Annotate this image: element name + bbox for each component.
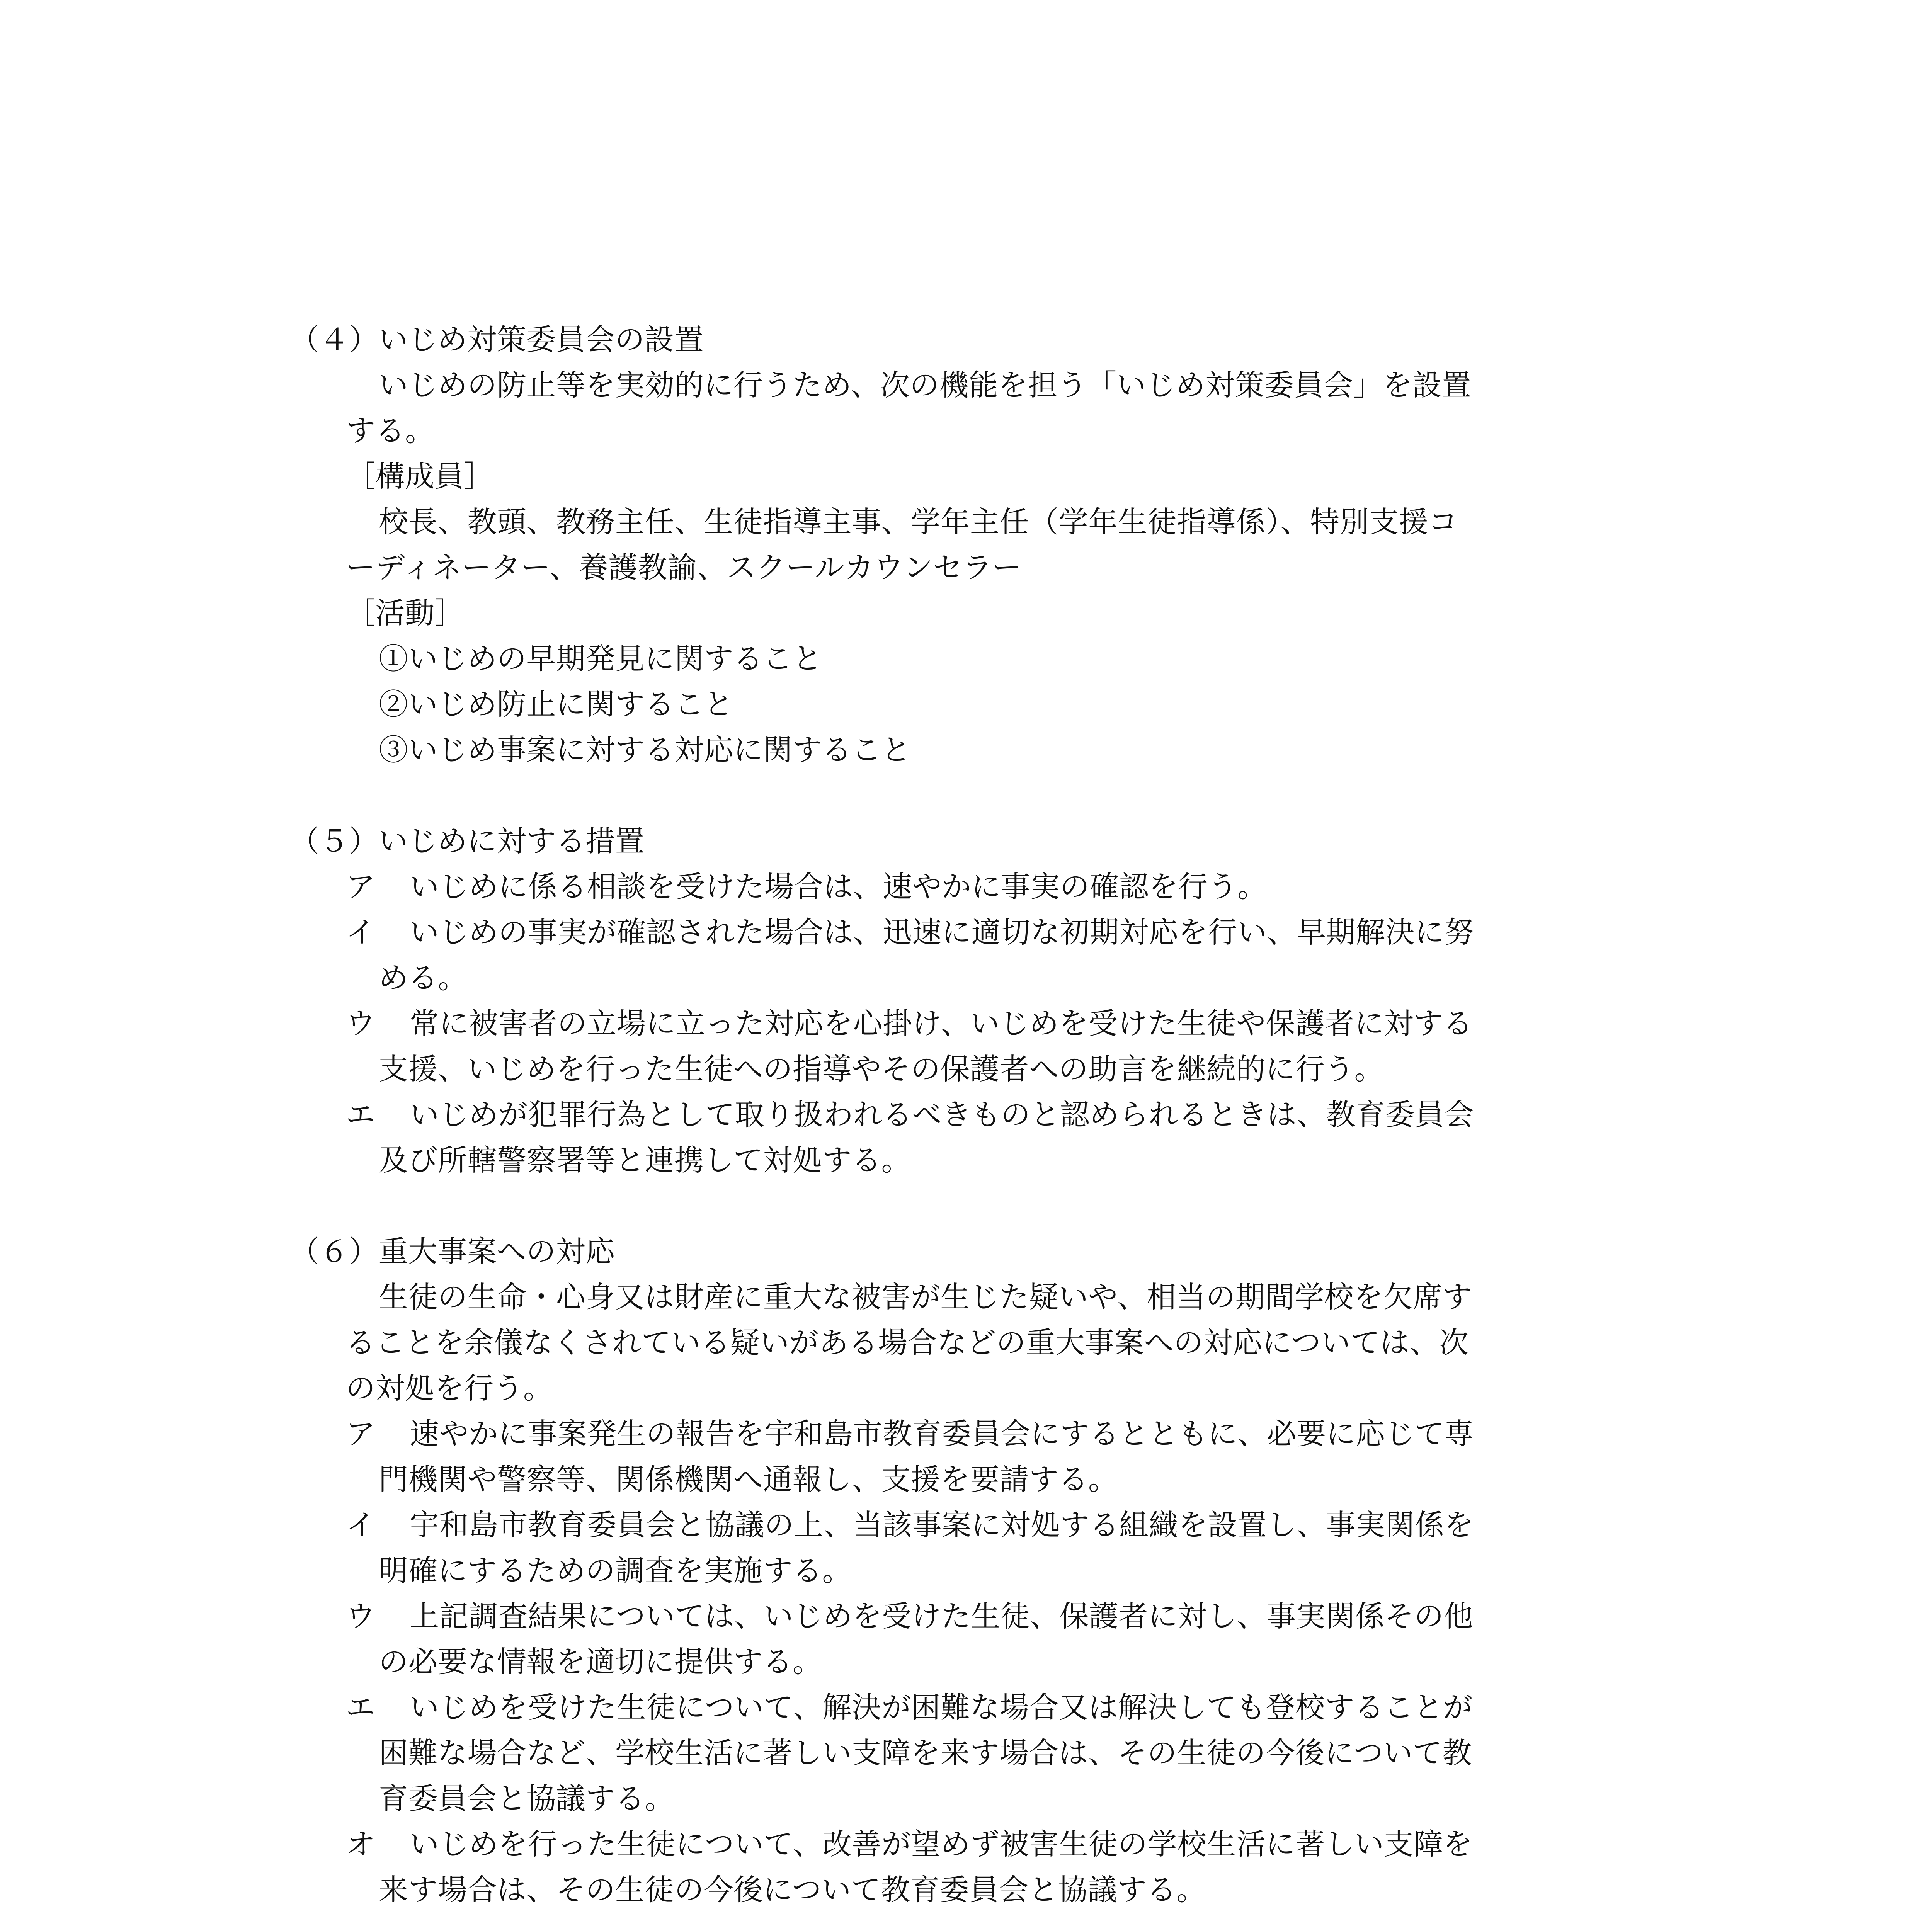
- activity-item: ①いじめの早期発見に関すること: [379, 641, 822, 676]
- item-label: ア: [346, 869, 376, 904]
- section-4-intro-line: いじめの防止等を実効的に行うため、次の機能を担う「いじめ対策委員会」を設置: [379, 368, 1472, 402]
- section-4-heading: （４）いじめ対策委員会の設置: [290, 322, 704, 357]
- item-continuation: 門機関や警察等、関係機関へ通報し、支援を要請する。: [379, 1462, 1118, 1497]
- item-text: 上記調査結果については、いじめを受けた生徒、保護者に対し、事実関係その他: [410, 1599, 1474, 1633]
- section-6-intro-line: 生徒の生命・心身又は財産に重大な被害が生じた疑いや、相当の期間学校を欠席す: [379, 1280, 1472, 1314]
- response-item: [290, 1594, 1658, 1639]
- item-continuation: 困難な場合など、学校生活に著しい支障を来す場合は、その生徒の今後について教: [379, 1736, 1472, 1770]
- section-spacer: [290, 773, 1658, 818]
- response-item: [290, 1502, 1658, 1548]
- item-text: 速やかに事案発生の報告を宇和島市教育委員会にするとともに、必要に応じて専: [410, 1417, 1474, 1451]
- members-label: ［構成員］: [346, 459, 494, 493]
- document-body: [290, 317, 1658, 1932]
- item-text: いじめを受けた生徒について、解決が困難な場合又は解決しても登校することが: [410, 1690, 1473, 1725]
- activity-item: ②いじめ防止に関すること: [379, 687, 733, 721]
- item-text: 常に被害者の立場に立った対応を心掛け、いじめを受けた生徒や保護者に対する: [410, 1006, 1473, 1041]
- measure-item: [290, 1001, 1658, 1046]
- item-text: 宇和島市教育委員会と協議の上、当該事案に対処する組織を設置し、事実関係を: [410, 1508, 1474, 1542]
- item-label: オ: [346, 1827, 376, 1861]
- section-6-intro-line: ることを余儀なくされている疑いがある場合などの重大事案への対応については、次: [346, 1325, 1469, 1360]
- item-label: エ: [346, 1097, 376, 1132]
- item-label: ウ: [346, 1599, 376, 1633]
- members-line: ーディネーター、養護教諭、スクールカウンセラー: [346, 550, 1022, 585]
- item-continuation: の必要な情報を適切に提供する。: [379, 1645, 822, 1679]
- item-text: いじめを行った生徒について、改善が望めず被害生徒の学校生活に著しい支障を: [410, 1827, 1473, 1861]
- measure-item: [290, 1092, 1658, 1138]
- activity-item: ③いじめ事案に対する対応に関すること: [379, 733, 911, 767]
- item-continuation: 及び所轄警察署等と連携して対処する。: [379, 1143, 911, 1177]
- response-item: [290, 1411, 1658, 1457]
- section-spacer: [290, 1913, 1658, 1932]
- section-5-heading: （５）いじめに対する措置: [290, 824, 645, 858]
- response-item: [290, 1685, 1658, 1730]
- section-6-heading: （６）重大事案への対応: [290, 1234, 615, 1269]
- section-6-intro-line: の対処を行う。: [346, 1371, 553, 1405]
- item-continuation: 明確にするための調査を実施する。: [379, 1553, 852, 1588]
- measure-item: [290, 864, 1658, 910]
- item-continuation: 支援、いじめを行った生徒への指導やその保護者への助言を継続的に行う。: [379, 1052, 1384, 1086]
- item-text: いじめの事実が確認された場合は、迅速に適切な初期対応を行い、早期解決に努: [410, 915, 1474, 949]
- measure-item: [290, 910, 1658, 955]
- members-line: 校長、教頭、教務主任、生徒指導主事、学年主任（学年生徒指導係）、特別支援コ: [379, 505, 1458, 539]
- item-text: いじめが犯罪行為として取り扱われるべきものと認められるときは、教育委員会: [410, 1097, 1474, 1132]
- item-label: ウ: [346, 1006, 376, 1041]
- item-label: エ: [346, 1690, 376, 1725]
- item-label: イ: [346, 1508, 376, 1542]
- section-spacer: [290, 1183, 1658, 1229]
- activities-label: ［活動］: [346, 596, 464, 630]
- section-4-intro-line: する。: [346, 413, 435, 448]
- item-label: ア: [346, 1417, 376, 1451]
- item-continuation: 来す場合は、その生徒の今後について教育委員会と協議する。: [379, 1872, 1206, 1907]
- item-continuation: 育委員会と協議する。: [379, 1781, 674, 1816]
- item-text: いじめに係る相談を受けた場合は、速やかに事実の確認を行う。: [410, 869, 1267, 904]
- item-label: イ: [346, 915, 376, 949]
- response-item: [290, 1821, 1658, 1867]
- item-continuation: める。: [379, 961, 468, 995]
